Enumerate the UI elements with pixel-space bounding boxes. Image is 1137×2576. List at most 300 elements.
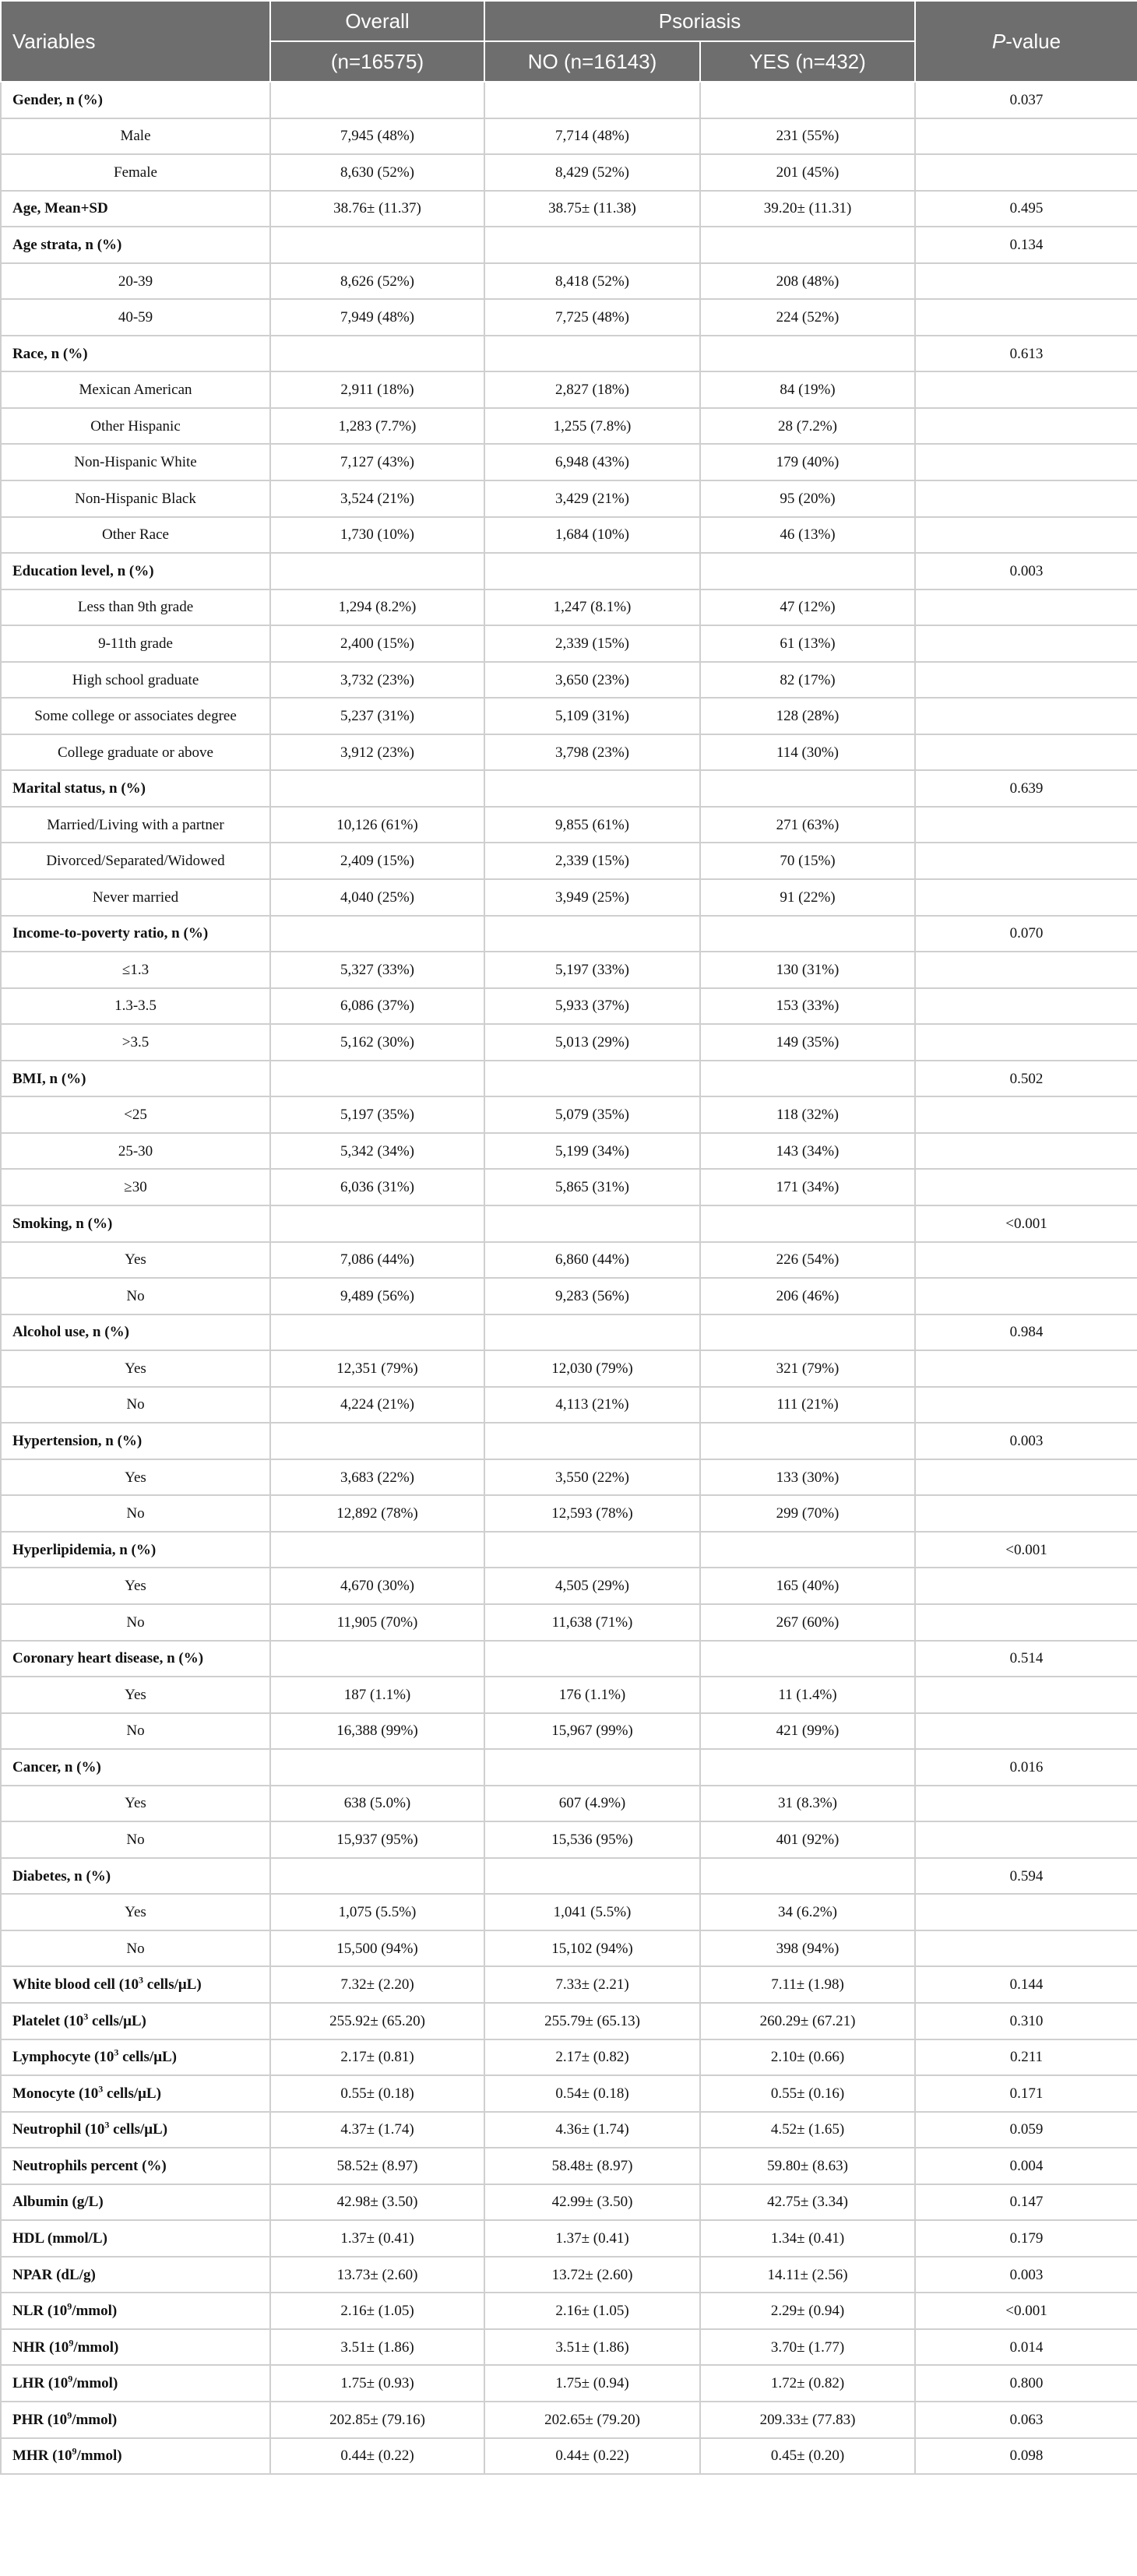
cell-p-value xyxy=(915,299,1137,336)
variable-label: Yes xyxy=(125,1795,146,1812)
table-row xyxy=(1,1894,1137,1930)
cell-p-value: 0.800 xyxy=(915,2365,1137,2402)
cell-overall: 4.37± (1.74) xyxy=(270,2112,484,2148)
cell-overall xyxy=(270,82,484,118)
variable-label: No xyxy=(126,1396,145,1413)
cell-psoriasis-yes xyxy=(700,553,915,589)
table-row xyxy=(1,1024,1137,1061)
cell-variable xyxy=(1,517,270,554)
cell-psoriasis-yes xyxy=(700,227,915,263)
cell-psoriasis-no: 58.48± (8.97) xyxy=(484,2148,700,2184)
variable-label: Monocyte (10 xyxy=(12,2085,99,2102)
variable-label: Lymphocyte (10 xyxy=(12,2049,114,2066)
cell-overall: 12,351 (79%) xyxy=(270,1350,484,1387)
cell-psoriasis-no: 15,536 (95%) xyxy=(484,1821,700,1858)
table-row xyxy=(1,589,1137,626)
cell-p-value: <0.001 xyxy=(915,1205,1137,1242)
cell-p-value: 0.984 xyxy=(915,1314,1137,1351)
cell-variable xyxy=(1,807,270,843)
cell-overall: 3,524 (21%) xyxy=(270,480,484,517)
cell-variable xyxy=(1,1205,270,1242)
cell-overall: 3.51± (1.86) xyxy=(270,2329,484,2366)
cell-overall: 11,905 (70%) xyxy=(270,1604,484,1641)
cell-psoriasis-no: 4,113 (21%) xyxy=(484,1387,700,1423)
cell-overall: 2.16± (1.05) xyxy=(270,2293,484,2329)
variable-label: College graduate or above xyxy=(58,744,213,761)
cell-psoriasis-yes: 130 (31%) xyxy=(700,952,915,988)
variable-label: Race, n (%) xyxy=(12,345,88,362)
table-row xyxy=(1,553,1137,589)
cell-p-value: 0.147 xyxy=(915,2184,1137,2221)
cell-variable xyxy=(1,2184,270,2221)
variable-label-exponent: 3 xyxy=(83,2011,89,2022)
cell-psoriasis-yes: 226 (54%) xyxy=(700,1242,915,1279)
variable-label-unit: /mmol) xyxy=(76,2448,122,2465)
cell-p-value: 0.514 xyxy=(915,1641,1137,1677)
variable-label-unit: cells/μL) xyxy=(109,2121,168,2138)
cell-psoriasis-yes: 143 (34%) xyxy=(700,1133,915,1170)
table-row xyxy=(1,1387,1137,1423)
cell-variable xyxy=(1,444,270,480)
cell-p-value xyxy=(915,1713,1137,1750)
cell-variable xyxy=(1,2220,270,2257)
cell-p-value: 0.014 xyxy=(915,2329,1137,2366)
cell-p-value: 0.144 xyxy=(915,1966,1137,2003)
cell-psoriasis-yes: 46 (13%) xyxy=(700,517,915,554)
cell-psoriasis-yes: 1.34± (0.41) xyxy=(700,2220,915,2257)
cell-variable xyxy=(1,2003,270,2039)
table-row xyxy=(1,1314,1137,1351)
cell-psoriasis-no: 1,684 (10%) xyxy=(484,517,700,554)
cell-psoriasis-no: 7,714 (48%) xyxy=(484,118,700,155)
variable-label: Diabetes, n (%) xyxy=(12,1867,111,1884)
cell-p-value: 0.003 xyxy=(915,553,1137,589)
cell-overall: 38.76± (11.37) xyxy=(270,191,484,227)
variable-label-unit: /mmol) xyxy=(73,2338,119,2356)
cell-psoriasis-yes: 84 (19%) xyxy=(700,371,915,408)
cell-psoriasis-no: 2,827 (18%) xyxy=(484,371,700,408)
cell-psoriasis-yes: 171 (34%) xyxy=(700,1169,915,1205)
variable-label: Age, Mean+SD xyxy=(12,200,108,217)
cell-variable xyxy=(1,2293,270,2329)
cell-variable xyxy=(1,1641,270,1677)
table-row xyxy=(1,1532,1137,1568)
variable-label: High school graduate xyxy=(72,671,199,688)
table-row xyxy=(1,1459,1137,1496)
cell-p-value: 0.613 xyxy=(915,336,1137,372)
cell-p-value: 0.502 xyxy=(915,1061,1137,1097)
cell-psoriasis-yes: 47 (12%) xyxy=(700,589,915,626)
variable-label: Other Race xyxy=(102,526,169,544)
cell-variable xyxy=(1,698,270,734)
header-overall-n: (n=16575) xyxy=(270,41,484,82)
cell-psoriasis-yes xyxy=(700,1641,915,1677)
cell-variable xyxy=(1,371,270,408)
variable-label-exponent: 9 xyxy=(67,2409,72,2421)
table-row xyxy=(1,82,1137,118)
cell-variable xyxy=(1,1314,270,1351)
cell-overall xyxy=(270,1314,484,1351)
variable-label: Neutrophil (10 xyxy=(12,2121,105,2138)
cell-p-value xyxy=(915,517,1137,554)
cell-psoriasis-yes: 91 (22%) xyxy=(700,879,915,916)
cell-variable xyxy=(1,2148,270,2184)
cell-variable xyxy=(1,1096,270,1133)
table-row xyxy=(1,843,1137,879)
variable-label-unit: /mmol) xyxy=(72,2411,118,2428)
variable-label: No xyxy=(126,1940,145,1957)
cell-p-value: 0.059 xyxy=(915,2112,1137,2148)
table-row xyxy=(1,698,1137,734)
header-p-value xyxy=(915,1,1137,82)
cell-psoriasis-no xyxy=(484,82,700,118)
cell-variable xyxy=(1,2438,270,2475)
table-row xyxy=(1,2220,1137,2257)
table-row xyxy=(1,118,1137,155)
cell-p-value xyxy=(915,1350,1137,1387)
cell-psoriasis-yes: 149 (35%) xyxy=(700,1024,915,1061)
cell-overall: 2,911 (18%) xyxy=(270,371,484,408)
table-row xyxy=(1,227,1137,263)
cell-variable xyxy=(1,2075,270,2112)
variable-label: Marital status, n (%) xyxy=(12,780,146,797)
cell-variable xyxy=(1,1604,270,1641)
cell-psoriasis-yes: 111 (21%) xyxy=(700,1387,915,1423)
cell-p-value xyxy=(915,1169,1137,1205)
variable-label: Education level, n (%) xyxy=(12,562,154,579)
variable-label: Non-Hispanic Black xyxy=(75,490,196,507)
cell-overall: 15,500 (94%) xyxy=(270,1930,484,1967)
cell-psoriasis-no: 5,199 (34%) xyxy=(484,1133,700,1170)
cell-psoriasis-no: 11,638 (71%) xyxy=(484,1604,700,1641)
cell-psoriasis-yes: 28 (7.2%) xyxy=(700,408,915,445)
cell-psoriasis-no: 12,593 (78%) xyxy=(484,1495,700,1532)
cell-psoriasis-yes: 267 (60%) xyxy=(700,1604,915,1641)
cell-psoriasis-no: 5,013 (29%) xyxy=(484,1024,700,1061)
cell-psoriasis-no: 7,725 (48%) xyxy=(484,299,700,336)
variable-label: Never married xyxy=(92,889,179,906)
table-row xyxy=(1,1858,1137,1895)
cell-psoriasis-yes: 34 (6.2%) xyxy=(700,1894,915,1930)
cell-p-value: 0.594 xyxy=(915,1858,1137,1895)
cell-overall: 0.55± (0.18) xyxy=(270,2075,484,2112)
cell-variable xyxy=(1,1387,270,1423)
variable-label-exponent: 3 xyxy=(139,1974,144,1986)
cell-psoriasis-no xyxy=(484,227,700,263)
cell-variable xyxy=(1,2112,270,2148)
cell-p-value: 0.639 xyxy=(915,770,1137,807)
cell-overall: 6,086 (37%) xyxy=(270,988,484,1025)
cell-p-value xyxy=(915,952,1137,988)
variable-label: No xyxy=(126,1832,145,1849)
table-row xyxy=(1,480,1137,517)
cell-overall: 1.75± (0.93) xyxy=(270,2365,484,2402)
table-row xyxy=(1,1821,1137,1858)
variable-label-exponent: 9 xyxy=(69,2337,74,2349)
cell-overall: 7,086 (44%) xyxy=(270,1242,484,1279)
cell-overall: 15,937 (95%) xyxy=(270,1821,484,1858)
cell-variable xyxy=(1,1930,270,1967)
cell-psoriasis-yes: 7.11± (1.98) xyxy=(700,1966,915,2003)
cell-variable xyxy=(1,299,270,336)
cell-overall: 5,237 (31%) xyxy=(270,698,484,734)
cell-psoriasis-no: 8,429 (52%) xyxy=(484,154,700,191)
cell-psoriasis-no xyxy=(484,1061,700,1097)
cell-psoriasis-yes: 133 (30%) xyxy=(700,1459,915,1496)
cell-psoriasis-no: 2,339 (15%) xyxy=(484,625,700,662)
cell-psoriasis-yes: 224 (52%) xyxy=(700,299,915,336)
cell-psoriasis-no: 3,550 (22%) xyxy=(484,1459,700,1496)
variable-label-unit: cells/μL) xyxy=(143,1976,202,1994)
variable-label: No xyxy=(126,1723,145,1740)
cell-psoriasis-yes: 14.11± (2.56) xyxy=(700,2257,915,2293)
cell-p-value xyxy=(915,1786,1137,1822)
variable-label: Mexican American xyxy=(79,382,192,399)
cell-psoriasis-yes xyxy=(700,1314,915,1351)
cell-overall: 13.73± (2.60) xyxy=(270,2257,484,2293)
table-row xyxy=(1,2329,1137,2366)
table-row xyxy=(1,952,1137,988)
header-p-suffix: -value xyxy=(1005,29,1061,53)
variable-label: ≤1.3 xyxy=(121,961,150,978)
variable-label-exponent: 3 xyxy=(114,2046,119,2058)
cell-variable xyxy=(1,1133,270,1170)
variable-label: NLR (10 xyxy=(12,2303,68,2320)
cell-psoriasis-yes xyxy=(700,916,915,952)
cell-overall xyxy=(270,227,484,263)
variable-label: 9-11th grade xyxy=(98,635,173,652)
cell-p-value xyxy=(915,1495,1137,1532)
cell-psoriasis-no: 8,418 (52%) xyxy=(484,263,700,300)
cell-psoriasis-no: 1.75± (0.94) xyxy=(484,2365,700,2402)
table-row xyxy=(1,1604,1137,1641)
cell-psoriasis-no: 3,650 (23%) xyxy=(484,662,700,699)
cell-psoriasis-yes xyxy=(700,1749,915,1786)
cell-psoriasis-yes xyxy=(700,1423,915,1459)
table-row xyxy=(1,336,1137,372)
cell-overall: 1,294 (8.2%) xyxy=(270,589,484,626)
variable-label: MHR (10 xyxy=(12,2448,72,2465)
table-body xyxy=(1,82,1137,2474)
cell-p-value: 0.495 xyxy=(915,191,1137,227)
table-row xyxy=(1,1423,1137,1459)
cell-psoriasis-yes: 401 (92%) xyxy=(700,1821,915,1858)
cell-psoriasis-no: 202.65± (79.20) xyxy=(484,2402,700,2438)
cell-psoriasis-yes: 260.29± (67.21) xyxy=(700,2003,915,2039)
table-row xyxy=(1,1930,1137,1967)
cell-overall: 202.85± (79.16) xyxy=(270,2402,484,2438)
variable-label: ≥30 xyxy=(124,1179,147,1196)
cell-psoriasis-no: 9,855 (61%) xyxy=(484,807,700,843)
header-psoriasis: Psoriasis xyxy=(484,1,915,41)
cell-psoriasis-yes: 61 (13%) xyxy=(700,625,915,662)
variable-label: LHR (10 xyxy=(12,2375,69,2392)
cell-overall: 4,670 (30%) xyxy=(270,1568,484,1604)
cell-variable xyxy=(1,1242,270,1279)
cell-psoriasis-no: 5,079 (35%) xyxy=(484,1096,700,1133)
table-row xyxy=(1,2112,1137,2148)
variable-label: <25 xyxy=(124,1107,147,1124)
cell-variable xyxy=(1,553,270,589)
cell-p-value xyxy=(915,879,1137,916)
cell-p-value xyxy=(915,1930,1137,1967)
cell-overall: 12,892 (78%) xyxy=(270,1495,484,1532)
cell-p-value: 0.098 xyxy=(915,2438,1137,2475)
header-yes: YES (n=432) xyxy=(700,41,915,82)
cell-psoriasis-yes: 165 (40%) xyxy=(700,1568,915,1604)
variable-label: HDL (mmol/L) xyxy=(12,2230,107,2247)
cell-overall xyxy=(270,770,484,807)
cell-psoriasis-no: 5,197 (33%) xyxy=(484,952,700,988)
table-row xyxy=(1,2148,1137,2184)
cell-psoriasis-no: 2.16± (1.05) xyxy=(484,2293,700,2329)
cell-psoriasis-no: 5,933 (37%) xyxy=(484,988,700,1025)
cell-psoriasis-yes: 206 (46%) xyxy=(700,1278,915,1314)
variable-label: Yes xyxy=(125,1904,146,1921)
cell-variable xyxy=(1,1024,270,1061)
table-row xyxy=(1,1966,1137,2003)
cell-psoriasis-no: 6,860 (44%) xyxy=(484,1242,700,1279)
cell-overall xyxy=(270,1749,484,1786)
cell-psoriasis-no: 3,429 (21%) xyxy=(484,480,700,517)
cell-p-value xyxy=(915,662,1137,699)
cell-overall xyxy=(270,1641,484,1677)
cell-p-value xyxy=(915,1133,1137,1170)
cell-psoriasis-no: 15,967 (99%) xyxy=(484,1713,700,1750)
cell-overall: 1,075 (5.5%) xyxy=(270,1894,484,1930)
cell-overall: 42.98± (3.50) xyxy=(270,2184,484,2221)
variable-label: PHR (10 xyxy=(12,2411,68,2428)
cell-psoriasis-no: 5,109 (31%) xyxy=(484,698,700,734)
cell-variable xyxy=(1,1350,270,1387)
cell-p-value xyxy=(915,1568,1137,1604)
cell-psoriasis-yes: 0.55± (0.16) xyxy=(700,2075,915,2112)
cell-p-value xyxy=(915,408,1137,445)
cell-variable xyxy=(1,2039,270,2076)
variable-label: Non-Hispanic White xyxy=(74,454,197,471)
cell-psoriasis-yes: 299 (70%) xyxy=(700,1495,915,1532)
cell-psoriasis-yes: 118 (32%) xyxy=(700,1096,915,1133)
cell-variable xyxy=(1,2402,270,2438)
cell-variable xyxy=(1,1568,270,1604)
variable-label-exponent: 9 xyxy=(72,2445,77,2457)
cell-variable xyxy=(1,734,270,771)
variable-label: No xyxy=(126,1505,145,1522)
cell-variable xyxy=(1,1821,270,1858)
cell-overall: 5,342 (34%) xyxy=(270,1133,484,1170)
cell-psoriasis-no: 2,339 (15%) xyxy=(484,843,700,879)
cell-psoriasis-yes: 421 (99%) xyxy=(700,1713,915,1750)
cell-psoriasis-yes: 4.52± (1.65) xyxy=(700,2112,915,2148)
cell-p-value: 0.004 xyxy=(915,2148,1137,2184)
table-row xyxy=(1,1169,1137,1205)
header-no: NO (n=16143) xyxy=(484,41,700,82)
header-variables: Variables xyxy=(1,1,270,82)
table-row xyxy=(1,1641,1137,1677)
cell-psoriasis-no xyxy=(484,1205,700,1242)
variable-label: Yes xyxy=(125,1469,146,1486)
variable-label: Cancer, n (%) xyxy=(12,1758,101,1775)
table-row xyxy=(1,299,1137,336)
variable-label: Hypertension, n (%) xyxy=(12,1433,143,1449)
cell-variable xyxy=(1,2257,270,2293)
cell-variable xyxy=(1,2365,270,2402)
cell-psoriasis-no: 15,102 (94%) xyxy=(484,1930,700,1967)
variable-label: BMI, n (%) xyxy=(12,1070,86,1087)
cell-overall: 5,197 (35%) xyxy=(270,1096,484,1133)
cell-psoriasis-yes: 208 (48%) xyxy=(700,263,915,300)
cell-psoriasis-no: 0.54± (0.18) xyxy=(484,2075,700,2112)
cell-psoriasis-yes: 179 (40%) xyxy=(700,444,915,480)
cell-psoriasis-no: 1.37± (0.41) xyxy=(484,2220,700,2257)
cell-p-value xyxy=(915,263,1137,300)
variable-label-unit: /mmol) xyxy=(72,2303,118,2320)
table-row xyxy=(1,1096,1137,1133)
cell-variable xyxy=(1,336,270,372)
cell-p-value xyxy=(915,988,1137,1025)
cell-p-value xyxy=(915,1677,1137,1713)
cell-psoriasis-no: 2.17± (0.82) xyxy=(484,2039,700,2076)
cell-psoriasis-no xyxy=(484,1858,700,1895)
cell-psoriasis-no: 3,798 (23%) xyxy=(484,734,700,771)
cell-overall xyxy=(270,553,484,589)
cell-psoriasis-yes: 209.33± (77.83) xyxy=(700,2402,915,2438)
variable-label: Platelet (10 xyxy=(12,2012,84,2029)
variable-label: No xyxy=(126,1287,145,1304)
table-row xyxy=(1,662,1137,699)
variable-label: Albumin (g/L) xyxy=(12,2194,104,2211)
variable-label: 1.3-3.5 xyxy=(114,998,157,1015)
cell-psoriasis-no: 9,283 (56%) xyxy=(484,1278,700,1314)
table-row xyxy=(1,408,1137,445)
cell-p-value xyxy=(915,1604,1137,1641)
table-header xyxy=(1,1,1137,82)
cell-variable xyxy=(1,843,270,879)
cell-p-value: 0.310 xyxy=(915,2003,1137,2039)
cell-variable xyxy=(1,589,270,626)
cell-psoriasis-no: 4.36± (1.74) xyxy=(484,2112,700,2148)
cell-p-value: 0.179 xyxy=(915,2220,1137,2257)
cell-variable xyxy=(1,1894,270,1930)
table-row xyxy=(1,2293,1137,2329)
cell-overall xyxy=(270,1061,484,1097)
cell-p-value xyxy=(915,154,1137,191)
cell-variable xyxy=(1,118,270,155)
cell-variable xyxy=(1,1495,270,1532)
cell-psoriasis-no xyxy=(484,770,700,807)
cell-variable xyxy=(1,1786,270,1822)
cell-p-value xyxy=(915,1096,1137,1133)
variable-label: Married/Living with a partner xyxy=(47,816,224,833)
cell-overall xyxy=(270,1205,484,1242)
cell-overall: 1,283 (7.7%) xyxy=(270,408,484,445)
cell-psoriasis-no: 13.72± (2.60) xyxy=(484,2257,700,2293)
cell-psoriasis-yes: 2.10± (0.66) xyxy=(700,2039,915,2076)
variable-label: Hyperlipidemia, n (%) xyxy=(12,1541,157,1558)
cell-psoriasis-yes xyxy=(700,1858,915,1895)
cell-p-value xyxy=(915,1387,1137,1423)
variable-label: Less than 9th grade xyxy=(77,599,194,616)
cell-variable xyxy=(1,1858,270,1895)
cell-overall: 8,630 (52%) xyxy=(270,154,484,191)
cell-psoriasis-no xyxy=(484,1749,700,1786)
variable-label-exponent: 3 xyxy=(104,2120,110,2131)
cell-p-value: 0.016 xyxy=(915,1749,1137,1786)
table-row xyxy=(1,2402,1137,2438)
cell-psoriasis-no xyxy=(484,336,700,372)
cell-p-value: 0.070 xyxy=(915,916,1137,952)
cell-psoriasis-yes xyxy=(700,1532,915,1568)
